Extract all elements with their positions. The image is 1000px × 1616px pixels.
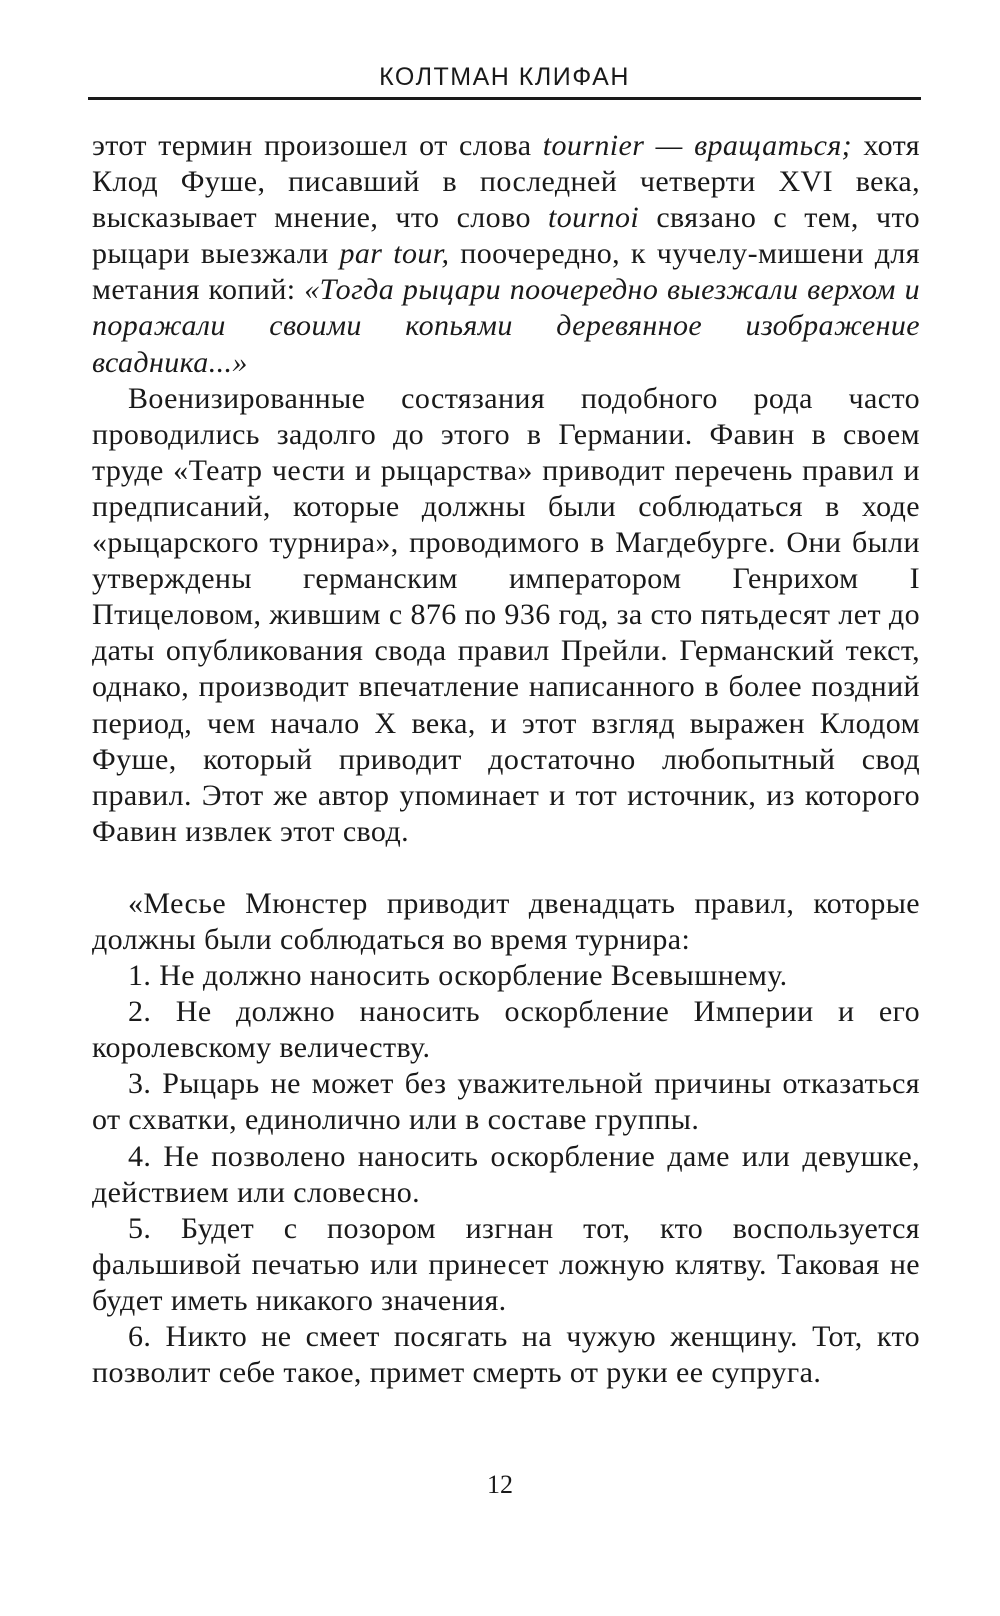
text-segment: хотя Клод Фуше, писавший в последней четверти XVI века, высказывает мнение, что слово xyxy=(92,129,920,235)
page-number: 12 xyxy=(487,1470,513,1499)
quote-intro: «Месье Мюнстер приводит двенадцать правил, которые должны были соблюдаться во время турнира: xyxy=(92,886,920,956)
rule-item: 5. Будет с позором изгнан тот, кто воспользуется фальшивой печатью или принесет ложную клятву. Таковая не будет иметь никакого значения. xyxy=(92,1211,920,1317)
italic-term-tournier: tournier — вращаться; xyxy=(542,129,853,162)
text-segment: поочередно, к чучелу-мишени для метания копий: xyxy=(92,237,920,307)
header-rule xyxy=(88,97,921,100)
page-body xyxy=(92,128,920,1391)
paragraph-germany: Военизированные состязания подобного рода часто проводились задолго до этого в Германии. Фавин в своем труде «Театр чести и рыцарства» приводит перечень правил и предписаний, которые должны были соблюдаться в ходе «рыцарского турнира», проводимого в Магдебурге. Они были утверждены германским императором Генрихом I Птицеловом, жившим с 876 по 936 год, за сто пятьдесят лет до даты опубликования свода правил Прейли. Германский текст, однако, производит впечатление написанного в более поздний период, чем начало X века, и этот взгляд выражен Клодом Фуше, который приводит достаточно любопытный свод правил. Этот же автор упоминает и тот источник, из которого Фавин извлек этот свод. xyxy=(92,381,920,848)
paragraph-gap xyxy=(92,850,920,886)
rule-item: 4. Не позволено наносить оскорбление даме или девушке, действием или словесно. xyxy=(92,1139,920,1209)
rule-item: 1. Не должно наносить оскорбление Всевышнему. xyxy=(128,959,788,993)
italic-quote: «Тогда рыцари поочередно выезжали верхом и поражали своими копьями деревянное изображение всадника...» xyxy=(92,273,920,379)
text-segment: этот термин произошел от слова xyxy=(92,129,543,162)
paragraph-etymology xyxy=(92,128,920,381)
italic-term-tournoi: tournoi xyxy=(548,201,640,235)
rule-item: 3. Рыцарь не может без уважительной причины отказаться от схватки, единолично или в составе группы. xyxy=(92,1067,920,1137)
text-segment: связано с тем, что рыцари выезжали xyxy=(92,201,920,271)
italic-term-par-tour: par tour, xyxy=(339,237,450,271)
rule-item: 6. Никто не смеет посягать на чужую женщину. Тот, кто позволит себе такое, примет смерть от руки ее супруга. xyxy=(92,1320,920,1390)
rule-item: 2. Не должно наносить оскорбление Империи и его королевскому величеству. xyxy=(92,995,920,1065)
running-head: КОЛТМАН КЛИФАН xyxy=(379,63,630,91)
